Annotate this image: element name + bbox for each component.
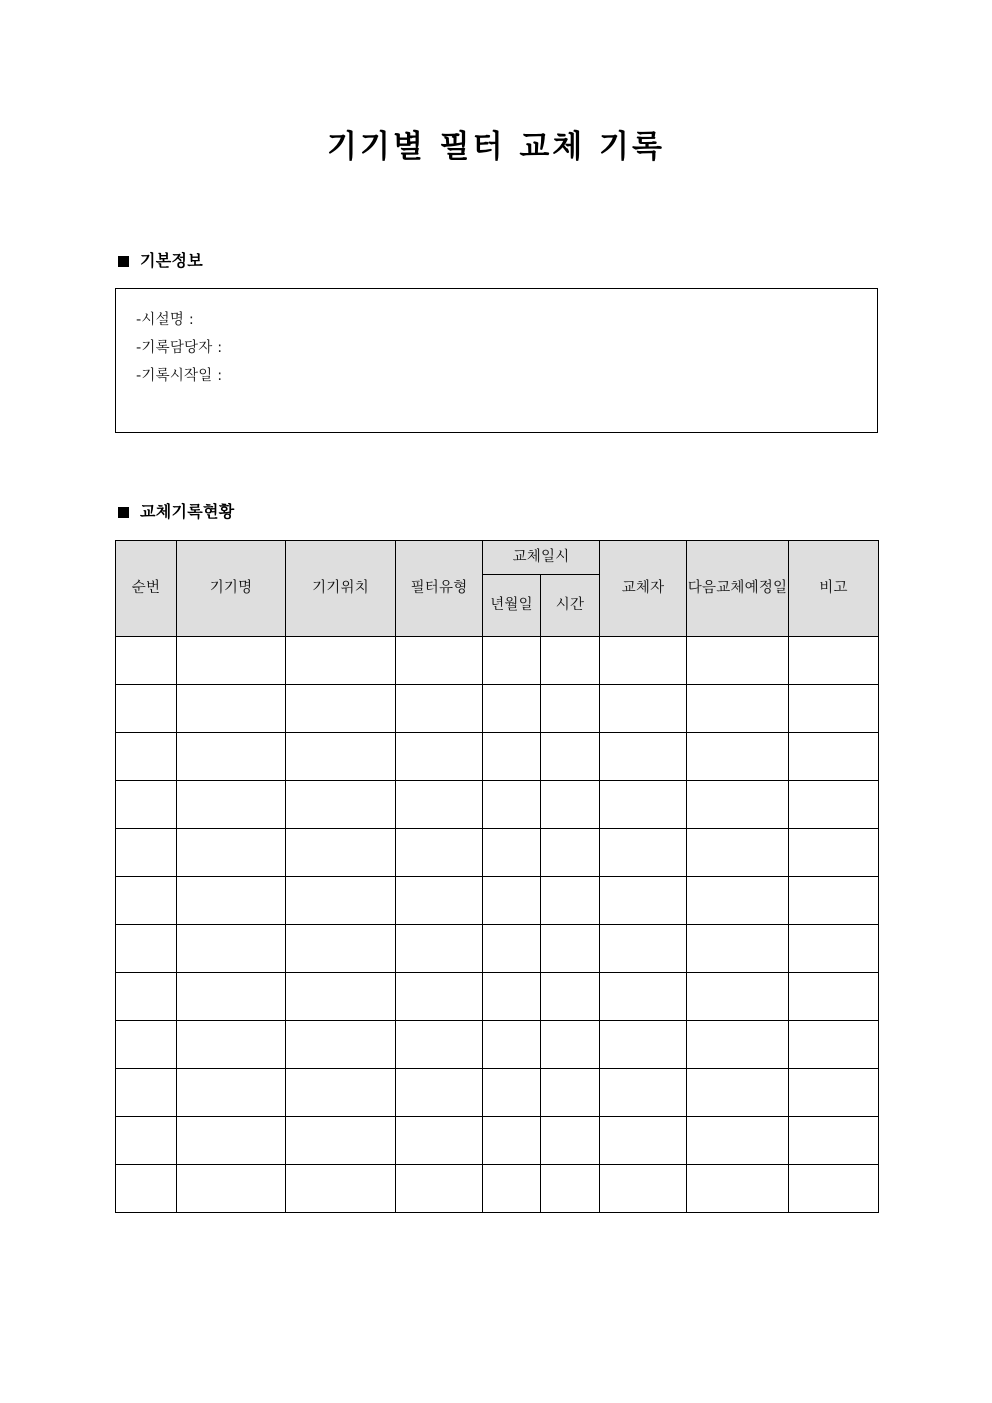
column-header-next-replace-date: 다음교체예정일 [687, 541, 789, 637]
cell-replace-date[interactable] [483, 637, 541, 685]
cell-remark[interactable] [789, 1021, 879, 1069]
table-row [116, 637, 879, 685]
cell-replacer[interactable] [600, 781, 687, 829]
cell-replacer[interactable] [600, 829, 687, 877]
table-row [116, 877, 879, 925]
cell-device-location[interactable] [286, 781, 396, 829]
table-row [116, 925, 879, 973]
cell-device-location[interactable] [286, 1069, 396, 1117]
cell-device-location[interactable] [286, 733, 396, 781]
cell-replace-time[interactable] [541, 1165, 600, 1213]
cell-next-replace-date[interactable] [687, 1021, 789, 1069]
cell-filter-type[interactable] [396, 973, 483, 1021]
cell-filter-type[interactable] [396, 685, 483, 733]
cell-device-name[interactable] [177, 637, 286, 685]
cell-replacer[interactable] [600, 925, 687, 973]
cell-replacer[interactable] [600, 637, 687, 685]
cell-device-location[interactable] [286, 685, 396, 733]
cell-replace-date[interactable] [483, 925, 541, 973]
table-body [116, 637, 879, 1213]
cell-next-replace-date[interactable] [687, 1117, 789, 1165]
cell-device-location[interactable] [286, 877, 396, 925]
cell-replace-date[interactable] [483, 685, 541, 733]
cell-replace-date[interactable] [483, 1165, 541, 1213]
cell-replacer[interactable] [600, 877, 687, 925]
cell-remark[interactable] [789, 829, 879, 877]
cell-next-replace-date[interactable] [687, 781, 789, 829]
cell-replace-date[interactable] [483, 733, 541, 781]
cell-next-replace-date[interactable] [687, 925, 789, 973]
cell-replace-date[interactable] [483, 973, 541, 1021]
cell-no[interactable] [116, 637, 177, 685]
cell-device-name[interactable] [177, 973, 286, 1021]
section-heading-basic-info [118, 253, 203, 269]
cell-next-replace-date[interactable] [687, 1165, 789, 1213]
column-header-replace-date: 년월일 [483, 575, 541, 637]
cell-next-replace-date[interactable] [687, 733, 789, 781]
section-heading-label: 교체기록현황 [140, 502, 235, 521]
cell-remark[interactable] [789, 925, 879, 973]
table-row [116, 1165, 879, 1213]
cell-replace-time[interactable] [541, 685, 600, 733]
cell-no[interactable] [116, 1117, 177, 1165]
cell-replace-time[interactable] [541, 781, 600, 829]
cell-device-name[interactable] [177, 733, 286, 781]
cell-replace-date[interactable] [483, 1069, 541, 1117]
cell-remark[interactable] [789, 733, 879, 781]
cell-device-name[interactable] [177, 829, 286, 877]
cell-replace-date[interactable] [483, 829, 541, 877]
cell-replacer[interactable] [600, 973, 687, 1021]
cell-no[interactable] [116, 973, 177, 1021]
table-row [116, 1021, 879, 1069]
cell-device-name[interactable] [177, 1069, 286, 1117]
table-row [116, 973, 879, 1021]
cell-no[interactable] [116, 733, 177, 781]
cell-no[interactable] [116, 1165, 177, 1213]
cell-next-replace-date[interactable] [687, 877, 789, 925]
column-header-filter-type: 필터유형 [396, 541, 483, 637]
column-header-remark: 비고 [789, 541, 879, 637]
table-header-row-primary [116, 541, 879, 575]
cell-no[interactable] [116, 829, 177, 877]
table-header [116, 541, 879, 637]
cell-device-name[interactable] [177, 685, 286, 733]
cell-replace-time[interactable] [541, 733, 600, 781]
column-header-replace-time: 시간 [541, 575, 600, 637]
cell-filter-type[interactable] [396, 925, 483, 973]
cell-filter-type[interactable] [396, 1165, 483, 1213]
cell-replacer[interactable] [600, 733, 687, 781]
cell-replace-time[interactable] [541, 925, 600, 973]
cell-device-name[interactable] [177, 1117, 286, 1165]
cell-filter-type[interactable] [396, 1117, 483, 1165]
cell-replace-time[interactable] [541, 1021, 600, 1069]
table-row [116, 685, 879, 733]
cell-next-replace-date[interactable] [687, 829, 789, 877]
cell-filter-type[interactable] [396, 637, 483, 685]
cell-remark[interactable] [789, 877, 879, 925]
cell-device-name[interactable] [177, 1165, 286, 1213]
cell-next-replace-date[interactable] [687, 973, 789, 1021]
cell-replace-time[interactable] [541, 829, 600, 877]
column-header-replacer: 교체자 [600, 541, 687, 637]
cell-filter-type[interactable] [396, 1069, 483, 1117]
cell-filter-type[interactable] [396, 877, 483, 925]
cell-filter-type[interactable] [396, 733, 483, 781]
cell-no[interactable] [116, 877, 177, 925]
column-header-device-name: 기기명 [177, 541, 286, 637]
cell-remark[interactable] [789, 781, 879, 829]
cell-no[interactable] [116, 925, 177, 973]
cell-next-replace-date[interactable] [687, 637, 789, 685]
cell-no[interactable] [116, 685, 177, 733]
section-heading-label: 기본정보 [140, 251, 204, 270]
table-row [116, 829, 879, 877]
cell-replace-date[interactable] [483, 1117, 541, 1165]
cell-replacer[interactable] [600, 1069, 687, 1117]
cell-replace-date[interactable] [483, 781, 541, 829]
table-row [116, 733, 879, 781]
basic-info-field-facility-name[interactable]: -시설명 : [136, 312, 194, 328]
cell-device-location[interactable] [286, 1165, 396, 1213]
cell-device-location[interactable] [286, 637, 396, 685]
cell-no[interactable] [116, 781, 177, 829]
section-heading-record-status [118, 504, 235, 520]
cell-replace-date[interactable] [483, 877, 541, 925]
table-row [116, 1117, 879, 1165]
cell-replace-date[interactable] [483, 1021, 541, 1069]
cell-remark[interactable] [789, 973, 879, 1021]
page-title: 기기별 필터 교체 기록 [327, 129, 665, 165]
cell-replacer[interactable] [600, 685, 687, 733]
table-row [116, 1069, 879, 1117]
cell-next-replace-date[interactable] [687, 685, 789, 733]
basic-info-field-recorder[interactable]: -기록담당자 : [136, 340, 223, 356]
cell-device-name[interactable] [177, 925, 286, 973]
cell-device-name[interactable] [177, 1021, 286, 1069]
cell-replace-time[interactable] [541, 637, 600, 685]
table-row [116, 781, 879, 829]
column-header-no: 순번 [116, 541, 177, 637]
basic-info-box [115, 288, 878, 433]
cell-no[interactable] [116, 1021, 177, 1069]
cell-device-name[interactable] [177, 877, 286, 925]
cell-device-location[interactable] [286, 973, 396, 1021]
basic-info-field-start-date[interactable]: -기록시작일 : [136, 368, 223, 384]
cell-remark[interactable] [789, 1069, 879, 1117]
cell-replace-time[interactable] [541, 1069, 600, 1117]
filled-square-bullet-icon [118, 507, 129, 518]
cell-filter-type[interactable] [396, 781, 483, 829]
cell-replacer[interactable] [600, 1165, 687, 1213]
cell-next-replace-date[interactable] [687, 1069, 789, 1117]
cell-remark[interactable] [789, 637, 879, 685]
cell-filter-type[interactable] [396, 1021, 483, 1069]
cell-remark[interactable] [789, 1165, 879, 1213]
cell-no[interactable] [116, 1069, 177, 1117]
replacement-record-table [115, 540, 879, 1213]
cell-filter-type[interactable] [396, 829, 483, 877]
cell-replacer[interactable] [600, 1021, 687, 1069]
cell-replace-time[interactable] [541, 1117, 600, 1165]
cell-device-location[interactable] [286, 829, 396, 877]
cell-replace-time[interactable] [541, 973, 600, 1021]
cell-device-location[interactable] [286, 1021, 396, 1069]
cell-remark[interactable] [789, 685, 879, 733]
cell-device-location[interactable] [286, 1117, 396, 1165]
cell-remark[interactable] [789, 1117, 879, 1165]
cell-device-location[interactable] [286, 925, 396, 973]
cell-replacer[interactable] [600, 1117, 687, 1165]
cell-device-name[interactable] [177, 781, 286, 829]
column-header-device-location: 기기위치 [286, 541, 396, 637]
cell-replace-time[interactable] [541, 877, 600, 925]
filled-square-bullet-icon [118, 256, 129, 267]
column-header-replace-datetime: 교체일시 [483, 541, 600, 575]
